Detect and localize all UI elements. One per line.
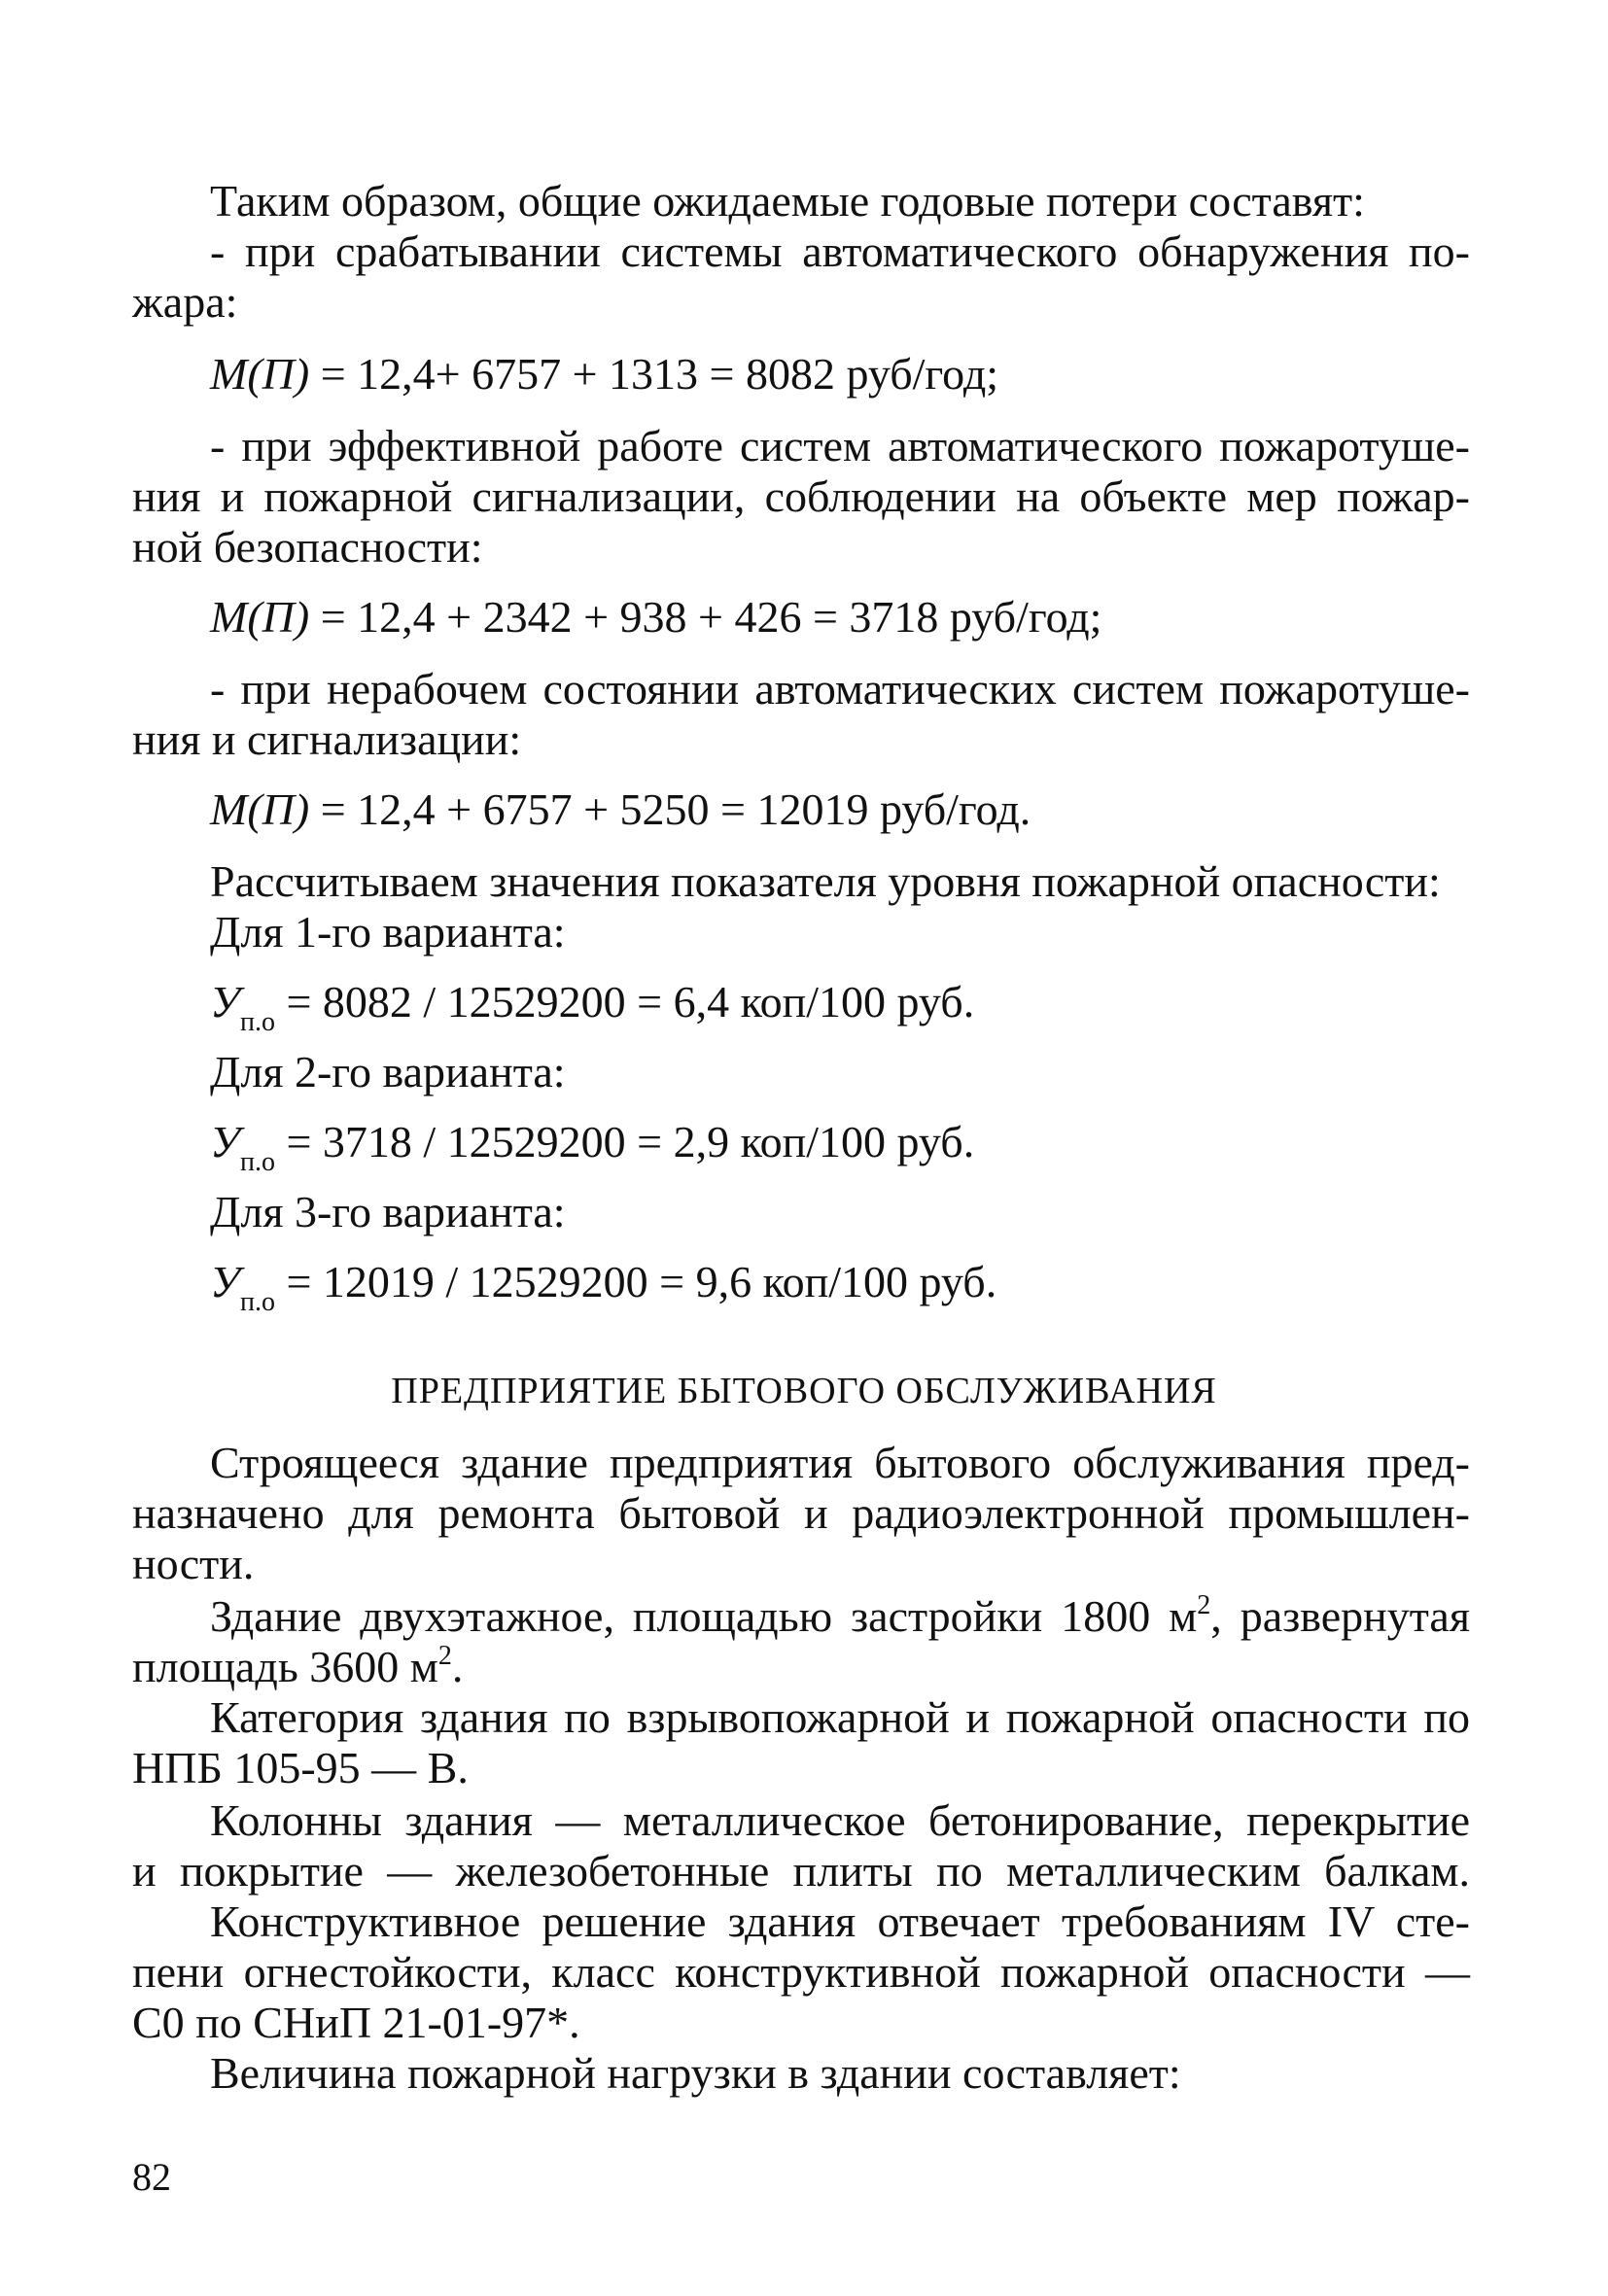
- formula-variable: М(П): [210, 592, 310, 642]
- formula-expression: = 3718 / 12529200 = 2,9 коп/100 руб.: [274, 1117, 975, 1166]
- text-line: Колонны здания — металлическое бетонирование, перекрытие: [210, 1795, 1470, 1845]
- formula-mp-3: [210, 783, 1031, 836]
- text-line: - при срабатывании системы автоматического обнаружения по-: [210, 226, 1470, 276]
- formula-variable: М(П): [210, 784, 310, 834]
- text-line: ности.: [132, 1539, 255, 1588]
- formula-variable: У: [210, 1257, 240, 1306]
- text-line: назначено для ремонта бытовой и радиоэлектронной промышлен-: [132, 1488, 1470, 1538]
- text-line: Для 2-го варианта:: [210, 1047, 566, 1096]
- text-line: жара:: [132, 277, 238, 327]
- text-line: - при эффективной работе систем автоматического пожаротуше-: [210, 421, 1470, 470]
- page-number: 82: [132, 2155, 171, 2199]
- text-fragment: Здание двухэтажное, площадью застройки 1800 м: [210, 1591, 1198, 1641]
- formula-subscript: п.о: [239, 1287, 275, 1317]
- formula-mp-1: [210, 348, 998, 400]
- formula-expression: = 12019 / 12529200 = 9,6 коп/100 руб.: [274, 1257, 997, 1306]
- formula-level-2: [210, 1116, 974, 1175]
- text-fragment: .: [451, 1642, 464, 1691]
- text-line: ния и сигнализации:: [132, 714, 522, 764]
- text-line: Строящееся здание предприятия бытового обслуживания пред-: [210, 1438, 1470, 1487]
- formula-expression: = 12,4+ 6757 + 1313 = 8082 руб/год;: [309, 349, 999, 399]
- formula-expression: = 8082 / 12529200 = 6,4 коп/100 руб.: [274, 977, 975, 1026]
- superscript: 2: [1197, 1590, 1211, 1620]
- formula-variable: М(П): [210, 349, 310, 399]
- text-line: Конструктивное решение здания отвечает требованиям IV сте-: [210, 1896, 1470, 1946]
- formula-subscript: п.о: [239, 1007, 275, 1037]
- superscript: 2: [437, 1641, 452, 1671]
- section-heading: ПРЕДПРИЯТИЕ БЫТОВОГО ОБСЛУЖИВАНИЯ: [391, 1371, 1217, 1411]
- text-fragment: площадь 3600 м: [132, 1642, 438, 1691]
- formula-expression: = 12,4 + 6757 + 5250 = 12019 руб/год.: [309, 784, 1031, 834]
- formula-variable: У: [210, 977, 240, 1026]
- text-line: ной безопасности:: [132, 522, 483, 572]
- text-line: пени огнестойкости, класс конструктивной пожарной опасности —: [132, 1947, 1470, 1997]
- formula-mp-2: [210, 591, 1101, 644]
- text-line: С0 по СНиП 21-01-97*.: [132, 1998, 580, 2047]
- text-line: НПБ 105-95 — В.: [132, 1743, 469, 1792]
- formula-subscript: п.о: [239, 1147, 275, 1177]
- text-line: Величина пожарной нагрузки в здании составляет:: [210, 2048, 1181, 2098]
- text-line: Для 3-го варианта:: [210, 1187, 566, 1236]
- text-line: Категория здания по взрывопожарной и пожарной опасности по: [210, 1692, 1470, 1742]
- text-line: Таким образом, общие ожидаемые годовые потери составят:: [210, 176, 1365, 226]
- text-line: Рассчитываем значения показателя уровня пожарной опасности:: [210, 856, 1441, 906]
- formula-variable: У: [210, 1117, 240, 1166]
- text-line: - при нерабочем состоянии автоматических систем пожаротуше-: [210, 664, 1470, 713]
- text-line: и покрытие — железобетонные плиты по металлическим балкам.: [132, 1846, 1470, 1896]
- text-line: Для 1-го варианта:: [210, 907, 566, 957]
- formula-expression: = 12,4 + 2342 + 938 + 426 = 3718 руб/год;: [309, 592, 1102, 642]
- text-line: ния и пожарной сигнализации, соблюдении на объекте мер пожар-: [132, 471, 1470, 521]
- formula-level-3: [210, 1256, 996, 1315]
- formula-level-1: [210, 976, 974, 1035]
- text-fragment: , развернутая: [1210, 1591, 1471, 1641]
